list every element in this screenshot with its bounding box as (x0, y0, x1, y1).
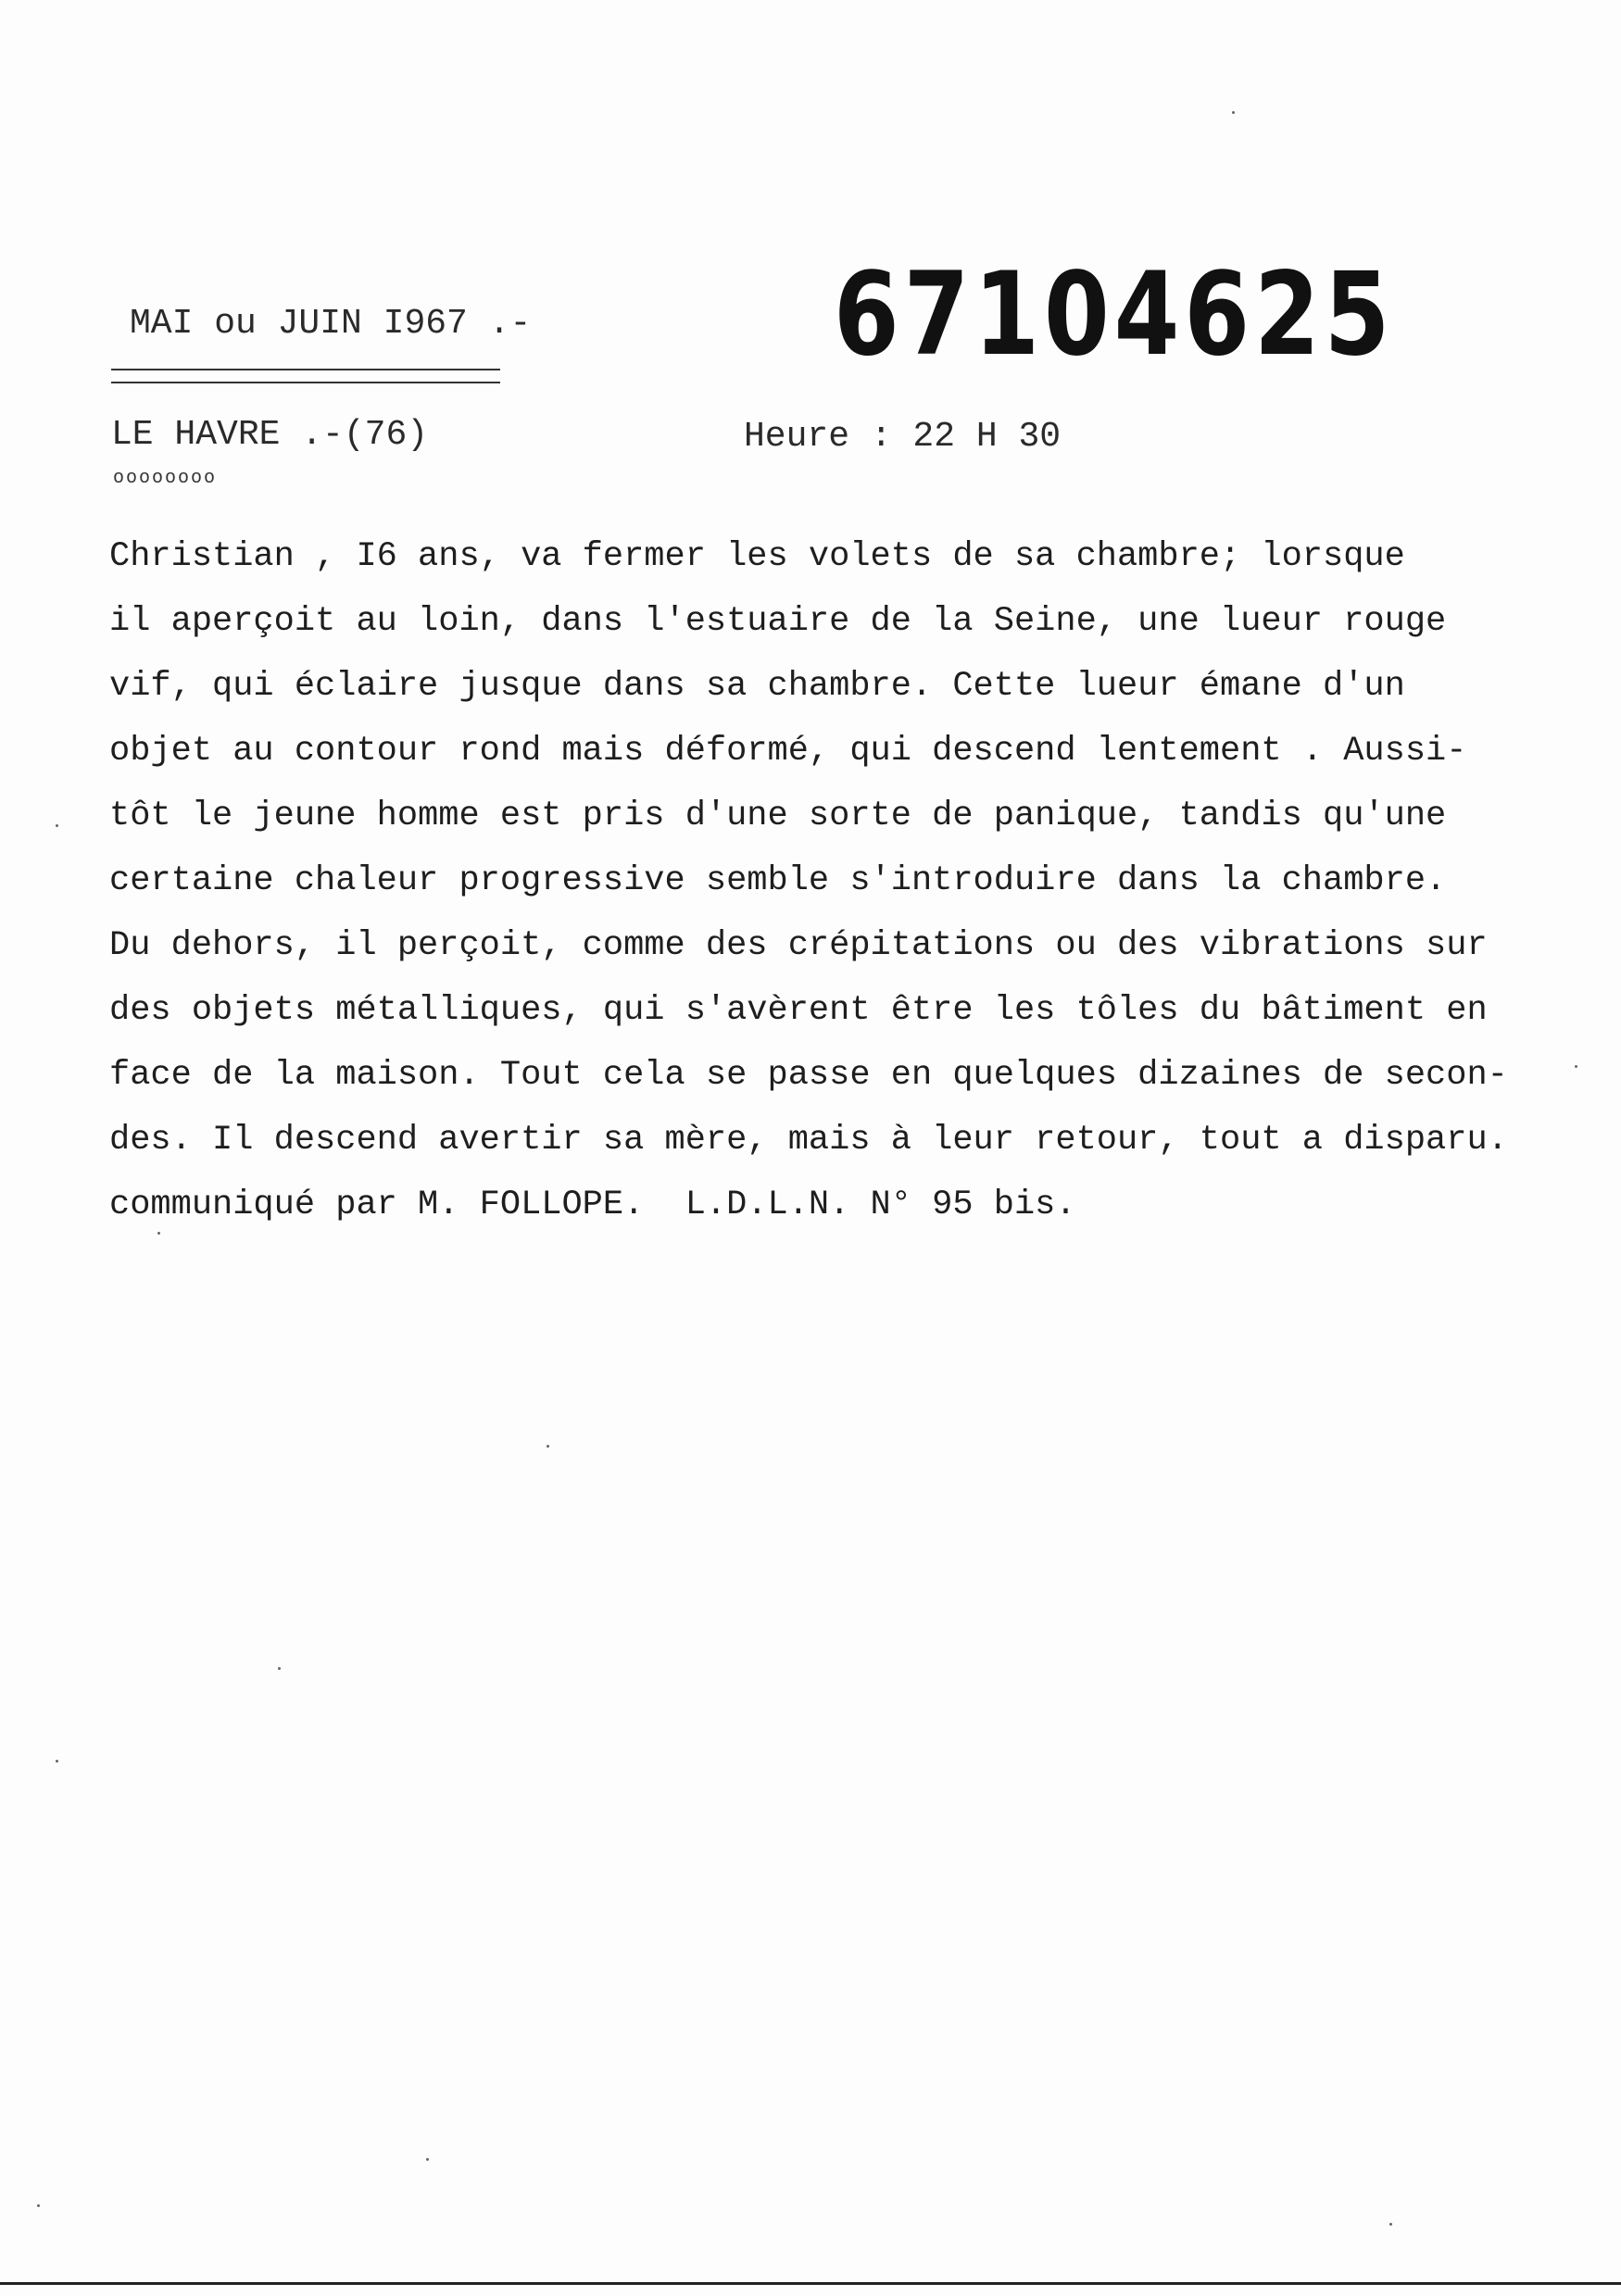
scan-speck (547, 1445, 549, 1448)
scan-speck (1575, 1065, 1577, 1068)
report-date: MAI ou JUIN I967 .- (130, 304, 532, 344)
report-time: Heure : 22 H 30 (744, 417, 1062, 457)
scan-speck (56, 824, 58, 827)
scan-speck (426, 2158, 429, 2161)
body-line: objet au contour rond mais déformé, qui descend lentement . Aussi- (109, 732, 1467, 771)
body-line: face de la maison. Tout cela se passe en quelques dizaines de secon- (109, 1056, 1508, 1095)
body-line: Du dehors, il perçoit, comme des crépitations ou des vibrations sur (109, 926, 1488, 965)
scan-speck (157, 1232, 160, 1235)
report-location: LE HAVRE .-(76) (111, 415, 429, 455)
date-double-underline (111, 369, 500, 383)
body-line: des objets métalliques, qui s'avèrent être les tôles du bâtiment en (109, 991, 1488, 1030)
body-line: Christian , I6 ans, va fermer les volets de sa chambre; lorsque (109, 537, 1405, 576)
scan-speck (37, 2204, 40, 2207)
body-line: tôt le jeune homme est pris d'une sorte de panique, tandis qu'une (109, 797, 1447, 835)
source-attribution: communiqué par M. FOLLOPE. L.D.L.N. N° 95 bis. (109, 1186, 1076, 1224)
bottom-edge-line (0, 2282, 1621, 2285)
body-line: des. Il descend avertir sa mère, mais à leur retour, tout a disparu. (109, 1121, 1508, 1160)
report-body (109, 524, 1591, 1237)
scan-speck (1389, 2223, 1392, 2226)
scan-speck (278, 1667, 281, 1670)
case-number-stamp: 67104625 (834, 248, 1395, 382)
scan-speck (1232, 111, 1235, 114)
body-line: vif, qui éclaire jusque dans sa chambre. Cette lueur émane d'un (109, 667, 1405, 706)
location-underline: oooooooo (113, 468, 218, 489)
body-line: il aperçoit au loin, dans l'estuaire de la Seine, une lueur rouge (109, 602, 1447, 641)
body-line: certaine chaleur progressive semble s'introduire dans la chambre. (109, 861, 1447, 900)
scan-speck (56, 1760, 58, 1763)
